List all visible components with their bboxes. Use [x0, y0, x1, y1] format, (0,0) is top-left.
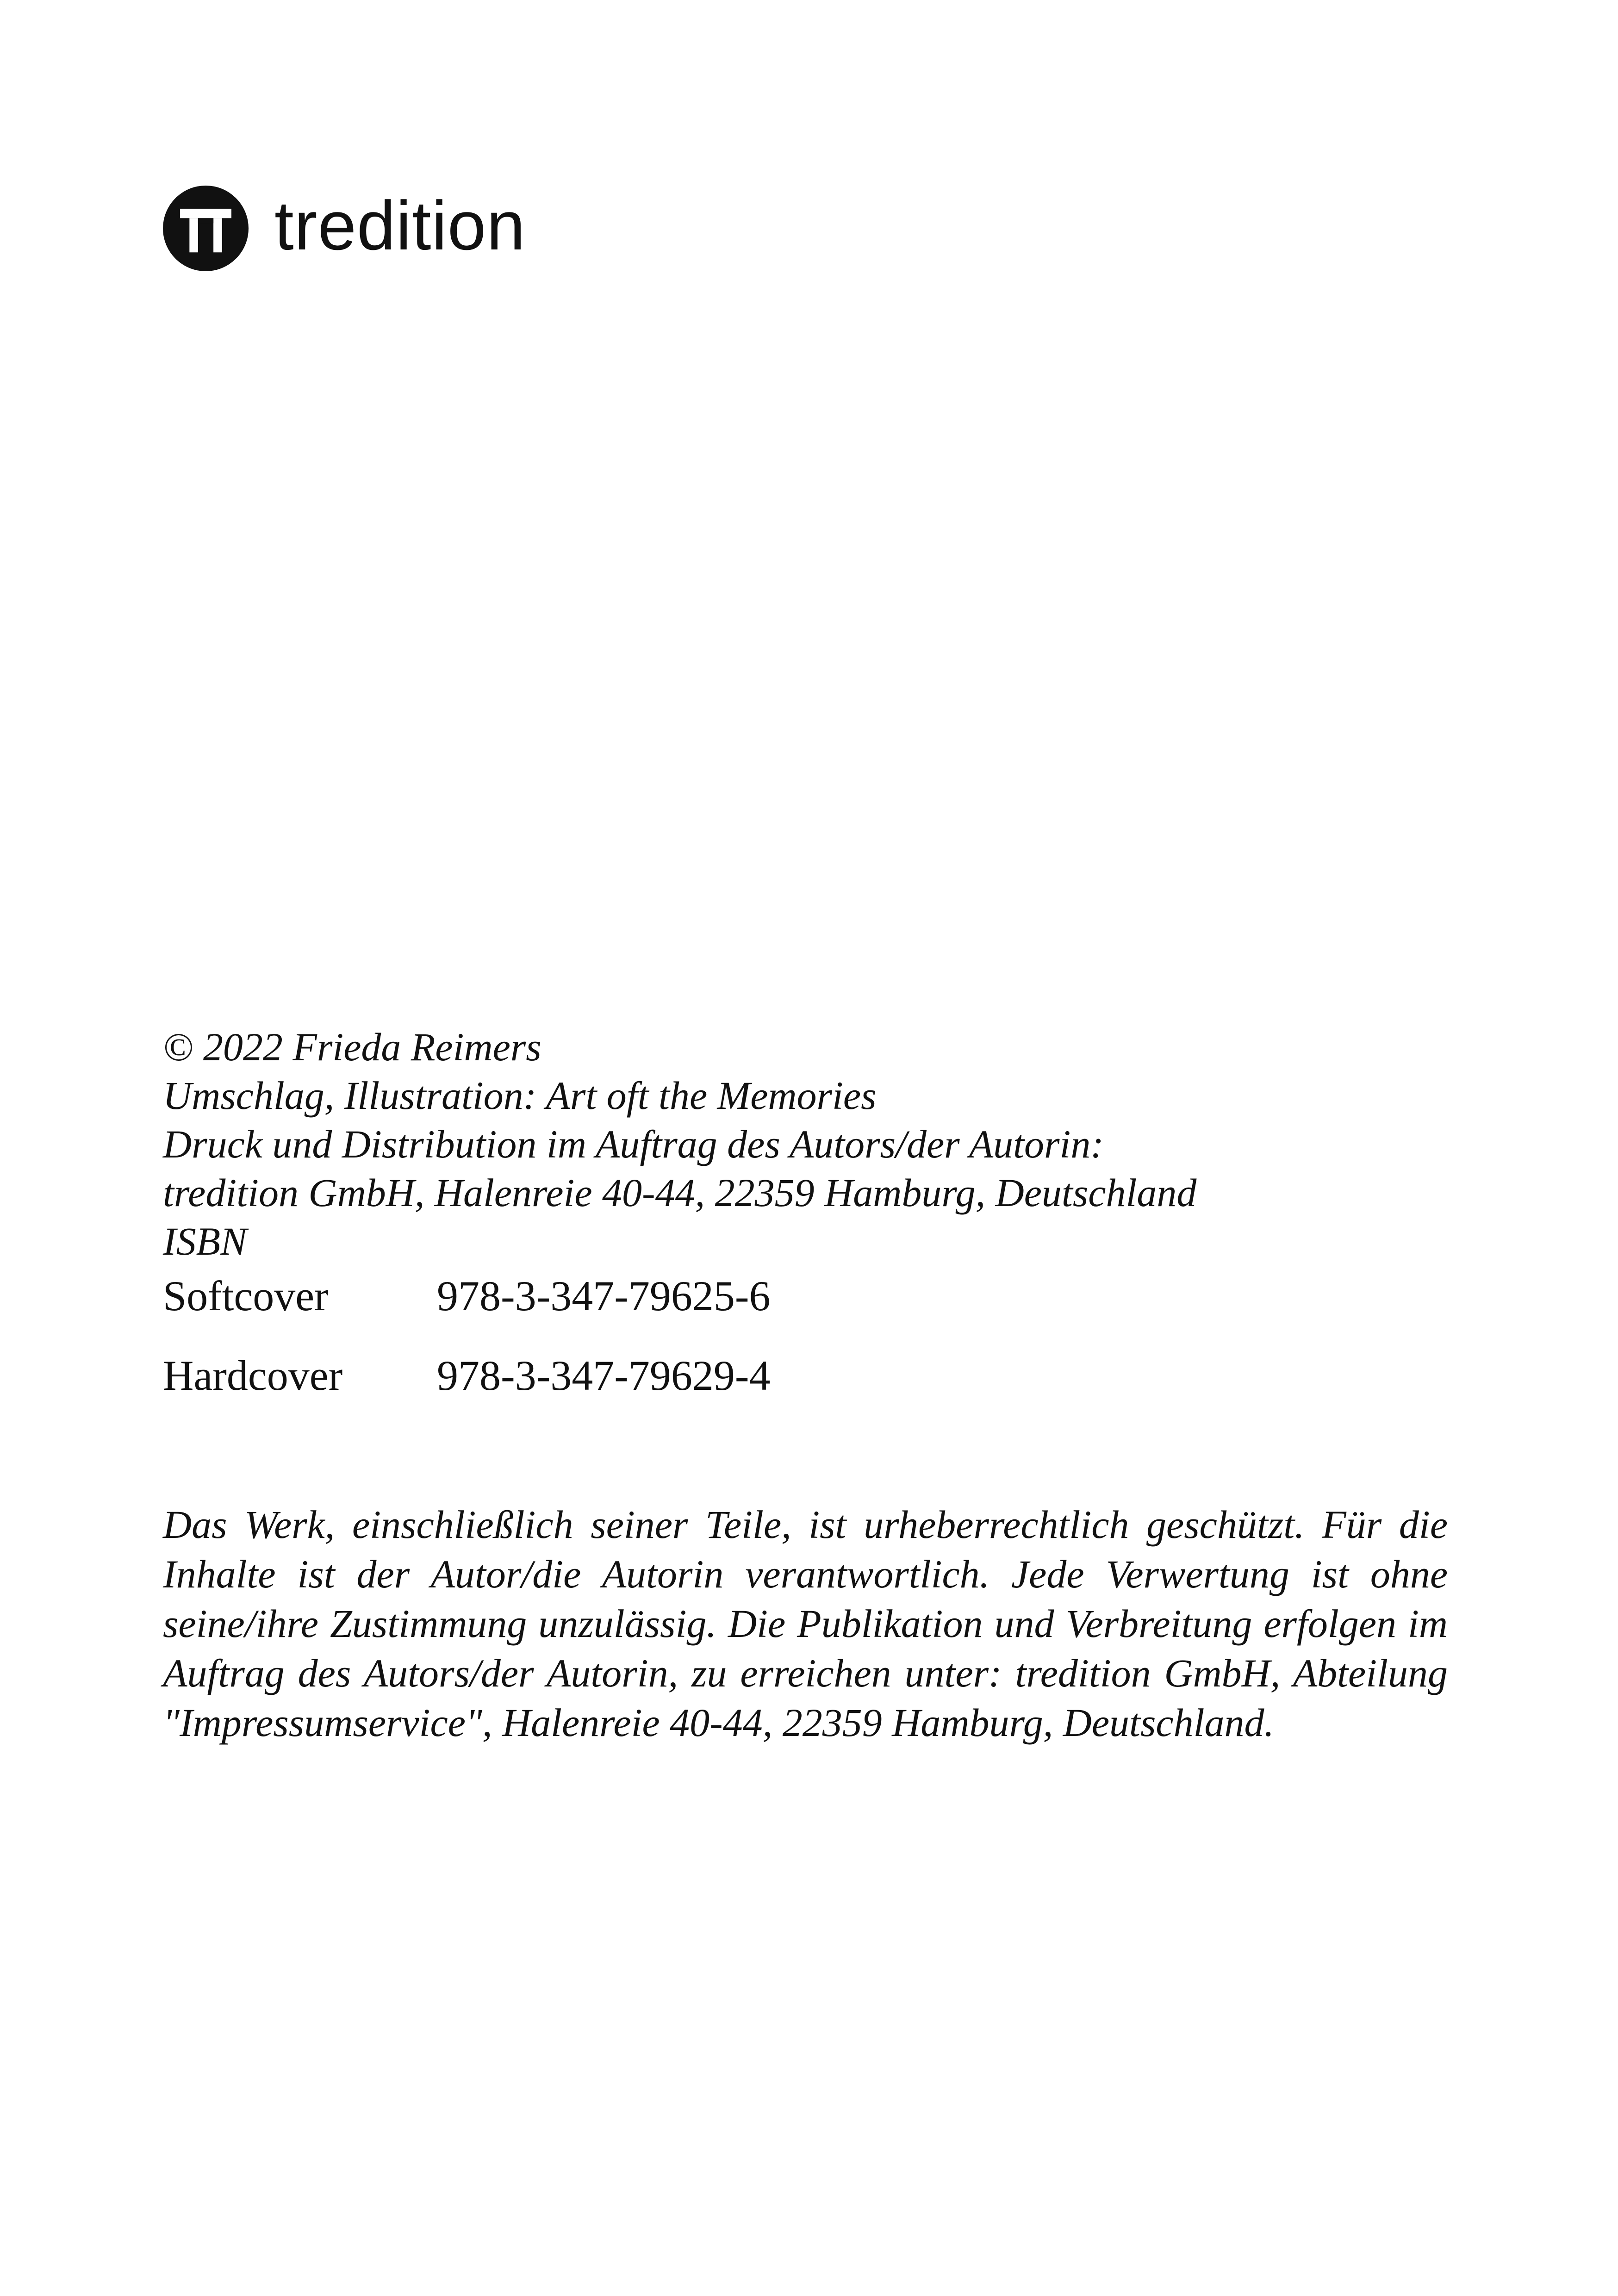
isbn-number: 978-3-347-79625-6 — [437, 1272, 771, 1319]
logo-wordmark: tredition — [274, 187, 526, 264]
cover-credit-line: Umschlag, Illustration: Art oft the Memories — [163, 1073, 877, 1118]
imprint-block — [163, 1023, 1450, 1266]
publisher-logo — [163, 184, 526, 272]
isbn-format: Softcover — [163, 1272, 329, 1319]
copyright-line: © 2022 Frieda Reimers — [163, 1025, 541, 1069]
isbn-number: 978-3-347-79629-4 — [437, 1352, 771, 1399]
rights-notice: Das Werk, einschließlich seiner Teile, ist urheberrechtlich geschützt. Für die Inhalte ist der Autor/die Autorin verantwortlich. Jede Verwertung ist ohne seine/ihre Zustimmung unzulässig. Die Publikation und Verbreitung erfolgen im Auftrag des Autors/der Autorin, zu erreichen unter: tredition GmbH, Abteilung "Impressumservice", Halenreie 40-44, 22359 Hamburg, Deutschland. — [163, 1502, 1448, 1745]
publisher-address-line: tredition GmbH, Halenreie 40-44, 22359 Hamburg, Deutschland — [163, 1170, 1197, 1215]
isbn-format: Hardcover — [163, 1352, 343, 1399]
tredition-logo-icon — [163, 186, 249, 271]
isbn-table — [163, 1270, 771, 1430]
isbn-row — [163, 1270, 771, 1321]
isbn-row — [163, 1350, 771, 1401]
print-distribution-line: Druck und Distribution im Auftrag des Autors/der Autorin: — [163, 1122, 1104, 1166]
isbn-label: ISBN — [163, 1219, 247, 1263]
